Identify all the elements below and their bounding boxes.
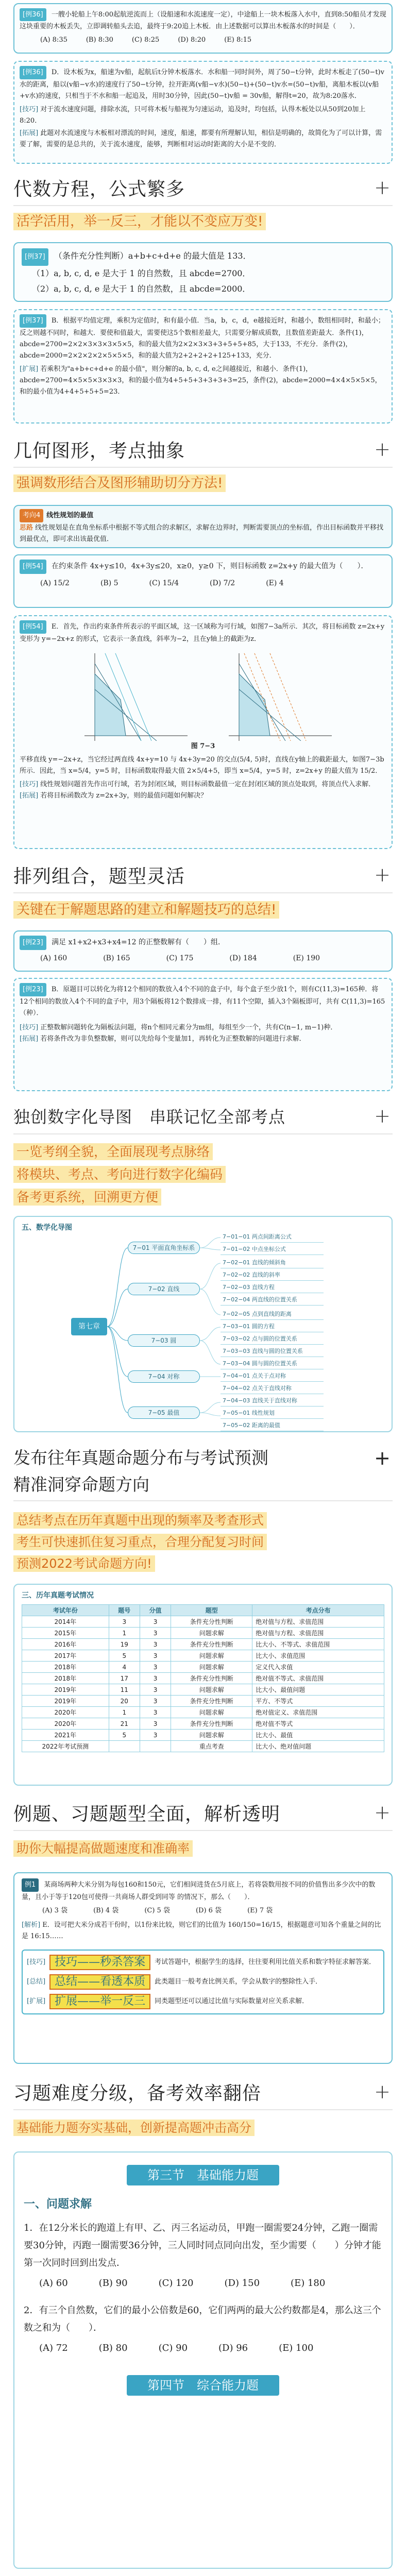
think-tag: 思路 [20,524,33,532]
mindmap-item: 7−01−02 中点坐标公式 [221,1245,324,1255]
mindmap-item: 7−04−03 直线关于直线对称 [221,1396,324,1406]
table-cell: 2019年 [22,1684,109,1696]
example-37-card [13,242,393,302]
ext-text: 若乘积为"a+b+c+d+e 的最小值"，则分解的a, b, c, d, e之间越接近，和越小．条件(1)，abcde=2700=4×5×5×3×3×3，和的最小值为4+5+5+3+3+3+3=25，条件(2)，abcde=2000=4×4×5×5×5，和的最小值为4+4+5+5+5=23． [20,365,382,396]
options-row [20,952,386,964]
ext-highlight: 扩展——举一反三 [49,1994,150,2009]
mindmap-branch[interactable]: 7−02 直线 [128,1283,200,1295]
focus-title: 线性规划的最值 [46,512,94,519]
solution-text: E．首先，作出约束条件所表示的平面区域，这一区域称为可行域，如图7−3a所示．其次，将目标函数 z=2x+y 变形为 y=−2x+z 的形式，它表示一条直线，斜率为−2，且在y轴上的截距为z． [20,623,385,643]
table-cell: 5 [109,1650,140,1662]
table-cell: 问题求解 [171,1650,252,1662]
section-algebra-header[interactable] [13,170,393,206]
mindmap-item: 7−02−01 直线的倾斜角 [221,1258,324,1268]
table-cell: 3 [140,1730,171,1741]
option-a: (A) 160 [40,954,67,962]
option-c: (C) 15/4 [149,579,179,587]
table-cell: 条件充分性判断 [171,1639,252,1650]
table-cell: 问题求解 [171,1730,252,1741]
tip-text: 对于流水速度问题，排除水流，只可将木板与船视为匀速运动，追及时，均包括，认得木板处以从50到20加上8:20． [20,106,366,125]
section-title: 代数方程，公式繁多 [13,178,185,200]
expand-plus-icon[interactable]: + [374,863,391,886]
section-title-line-2: 精准洞穿命题方向 [13,1475,149,1495]
table-cell: 3 [140,1662,171,1673]
solution-text: B．根据平均值定理，乘积为定值时，和有最小值．当a，b，c，d，e越接近时，和越小，数组相同时，和最小；反之则越不同时，和越大．要使和值最大，需要使这5个数相差最大，只需要分解成质数，且数值差距最大．条件(1)，abcde=2700=2×2×3×3×3×5×5，和的最大值为2×2×3×3+3+5+5+85，大于133，不充分．条件(2)，abcde=2000=2×2×2×2×5×5×5，和的最大值为2+2+2+2+125+133，充分． [20,317,385,360]
table-cell: 2015年 [22,1628,109,1639]
mindmap-item: 7−04−02 点关于直线对称 [221,1384,324,1394]
option-c: (C) 8:25 [131,36,160,44]
mindmap-item: 7−01−01 两点间距离公式 [221,1232,324,1243]
feasible-region-figure [23,648,383,741]
condition-1: （1）a, b, c, d, e 是大于 1 的自然数，且 abcde=2700． [32,268,251,278]
section-geometry-header[interactable] [13,432,393,468]
example-54-solution [13,615,393,849]
section-highlight: 助你大幅提高做题速度和准确率 [13,1837,193,1860]
section-highlights: 一览考纲全貌，全面展现考点脉络 将模块、考点、考向进行数字化编码 备考更系统，回溯更方便 [13,1141,226,1209]
table-cell: 3 [140,1628,171,1639]
example-stem: 一艘小轮船上午8:00起航逆流而上（设船速和水流速度一定），中途船上一块木板落入水中，直到8:50船员才发现这块重要的木板丢失，立即调转船头去追，最终于9:20追上木板．由上述数据可以算出木板落水的时间是（ ）． [20,11,386,30]
option-b: (B) 4 袋 [93,1907,119,1914]
mindmap-item: 7−03−04 圆与圆的位置关系 [221,1359,324,1369]
col-number: 题号 [109,1605,140,1616]
think-text: 线性规划是在直角坐标系中根据不等式组合的求解区，求解在边界时，判断需要顶点的坐标值，作出目标函数并平移找到最优点，即可求出该最优值． [20,524,384,543]
option-e: (E) 4 [266,579,284,587]
solution-tag: [例23] [20,983,46,996]
table-cell: 2014年 [22,1616,109,1628]
table-row [22,1650,384,1662]
option-d: (D) 6 袋 [195,1907,222,1914]
example-stem: 某商场两种大米分别为每包160和150元，它们相间进货在5月底上，若将袋数用按不同的价值售出多少次中的数量，且小于等于120包可使得一共商场人群受到同等 的情况下，那么（ ）． [22,1881,376,1901]
table-cell: 比大小、不等式、求值范围 [252,1639,384,1650]
solution-text: B．原题目可以转化为将12个相同的数放入4个不同的盒子中，每个盒子至少放1个，则有C(11,3)=165种．将12个相同的数放入4个不同的盒子中，用3个隔板将12个数排成一排，有11个空隙，插入3个隔板即可，共有 C(11,3)=165（种）． [20,986,385,1017]
table-cell: 21 [109,1718,140,1730]
table-cell: 比大小、绝对值问题 [252,1741,384,1752]
option-d: (D) 150 [224,2278,260,2289]
section-title: 习题难度分级，备考效率翻倍 [13,2082,262,2104]
table-row [22,1616,384,1628]
ext-text: 若将目标函数改为 z=2x+3y，则的最值问题如何解决？ [40,792,208,800]
option-a: (A) 60 [39,2278,68,2289]
table-row [22,1662,384,1673]
example-tag: [例54] [20,560,46,574]
tip-text: 正整数解问题转化为隔板法问题，将n个相同元素分为m组，每组至少一个，共有C(n−1, m−1)种． [40,1024,337,1031]
table-cell: 绝对值不等式、求值范围 [252,1673,384,1684]
table-row [22,1696,384,1707]
section-exam-header[interactable] [13,1442,393,1501]
table-cell: 2016年 [22,1639,109,1650]
exercises-card [13,2151,393,2569]
question-1: 1．在12分米长的跑道上有甲、乙、丙三名运动员，甲跑一圈需要24分钟，乙跑一圈需要30分钟，丙跑一圈需要36分钟，三人同时同点同向出发，至少需要（ ）分钟才能第一次同时回到出发点． [24,2223,381,2268]
table-cell: 平方、不等式 [252,1696,384,1707]
table-cell: 2021年 [22,1730,109,1741]
solution-tag: [例54] [20,620,46,634]
table-cell: 17 [109,1673,140,1684]
table-cell: 3 [140,1616,171,1628]
mindmap-connectors [14,1217,394,1433]
option-d: (D) 8:20 [178,36,206,44]
table-cell: 2020年 [22,1718,109,1730]
section-examples-header[interactable] [13,1795,393,1831]
col-year: 考试年份 [22,1605,109,1616]
mindmap-item: 7−04−01 点关于点对称 [221,1371,324,1382]
section-highlight: 强调数形结合及图形辅助切分方法! [13,472,226,495]
expand-plus-icon[interactable]: + [374,1105,391,1127]
option-e: (E) 180 [291,2278,326,2289]
option-c: (C) 120 [158,2278,194,2289]
tips-box [22,1950,384,2014]
ext-tag: [扩展] [27,1997,46,2005]
table-header: 三、历年真题考试情况 [22,1591,94,1600]
options-row [20,577,386,589]
exercises-part-title: 一、问题求解 [24,2198,92,2211]
tip-text: 考试答题中，根据学生的选择，往往要利用比值关系和数字特征求解答案． [155,1958,376,1966]
example-tag: [例37] [22,248,48,266]
solution-text-2: 平移直线 y=−2x+z，当它经过两直线 4x+y=10 与 4x+3y=20 的交点(5/4, 5)时，直线在y轴上的截距最大，如图7−3b所示．因此，当 x=5/4，y=5 时，目标函数取得最大值 2×5/4+5，即当 x=5/4，y=5 时，z=2x+y 的最大值为 15/2． [20,756,384,775]
mindmap-branch[interactable]: 7−04 对称 [128,1370,200,1383]
option-a: (A) 8:35 [40,36,67,44]
table-cell: 条件充分性判断 [171,1718,252,1730]
expand-plus-icon[interactable]: + [374,1801,391,1824]
example-54-card [13,554,393,608]
table-cell: 2019年 [22,1696,109,1707]
example-23-card [13,930,393,972]
expand-plus-icon[interactable]: + [374,176,391,199]
table-cell: 绝对值与方程、求值范围 [252,1628,384,1639]
table-cell: 1 [109,1628,140,1639]
table-row [22,1730,384,1741]
table-cell: 3 [109,1616,140,1628]
example-tag: 例1 [22,1878,39,1892]
example-36-solution [13,61,393,164]
mindmap-branch[interactable]: 7−03 圆 [128,1334,200,1347]
ext-text: 同类题型还可以通过比值与实际数量对应关系求解． [155,1997,309,2005]
section-combinatorics-header[interactable] [13,857,393,893]
ext-tag: [拓展] [20,129,39,137]
table-cell [109,1741,140,1752]
example-37-solution [13,309,393,423]
section-mindmap-header[interactable] [13,1098,393,1134]
example-23-solution [13,978,393,1091]
summary-text: 此类题目一般考查比例关系，学会从数字的整除性入手． [155,1978,323,1986]
table-cell: 定义代入求值 [252,1662,384,1673]
option-d: (D) 7/2 [210,579,235,587]
option-a: (A) 3 袋 [42,1907,68,1914]
options-row [22,1905,384,1917]
ext-tag: [扩展] [20,365,39,373]
table-cell: 20 [109,1696,140,1707]
question-1-options [24,2277,382,2290]
table-cell: 3 [140,1707,171,1718]
table-cell: 条件充分性判断 [171,1616,252,1628]
summary-tag: [总结] [27,1978,46,1986]
table-row [22,1673,384,1684]
table-cell: 19 [109,1639,140,1650]
example-stem: 满足 x1+x2+x3+x4=12 的正整数解有（ ）组． [52,938,225,946]
table-cell: 2017年 [22,1650,109,1662]
mindmap-item: 7−03−02 点与圆的位置关系 [221,1334,324,1345]
expand-plus-icon[interactable]: + [374,2080,391,2103]
option-c: (C) 175 [166,954,194,962]
table-cell: 3 [140,1718,171,1730]
example-36-card [13,3,393,54]
mindmap-item: 7−03−01 圆的方程 [221,1322,324,1332]
table-cell: 比大小、求值范围 [252,1650,384,1662]
table-header-row [22,1605,384,1616]
table-cell: 条件充分性判断 [171,1673,252,1684]
table-cell [140,1741,171,1752]
col-score: 分值 [140,1605,171,1616]
option-e: (E) 100 [279,2343,314,2353]
col-topics: 考点分布 [252,1605,384,1616]
exercises-section-title: 第三节 基础能力题 [127,2165,279,2185]
figure-caption: 图 7−3 [191,742,215,750]
table-cell: 比大小、最值问题 [252,1684,384,1696]
table-cell: 2022年考试预测 [22,1741,109,1752]
section-title: 几何图形，考点抽象 [13,440,185,462]
exam-table-body [22,1616,384,1752]
table-cell: 2018年 [22,1662,109,1673]
section-difficulty-header[interactable] [13,2074,393,2110]
next-section-title: 第四节 综合能力题 [127,2375,279,2396]
example-final-card [13,1872,393,2064]
example-stem: 在约束条件 4x+y≤10，4x+3y≤20，x≥0，y≥0 下，则目标函数 z=2x+y 的最大值为（ ）． [52,562,368,570]
option-b: (B) 8:30 [86,36,113,44]
section-title: 独创数字化导图 串联记忆全部考点 [13,1107,286,1127]
summary-highlight: 总结——看透本质 [49,1974,150,1990]
table-cell: 问题求解 [171,1662,252,1673]
section-title-line-1: 发布往年真题命题分布与考试预测 [13,1448,268,1468]
table-cell: 问题求解 [171,1628,252,1639]
mindmap-root: 第七章 [71,1318,107,1335]
section-highlight: 关键在于解题思路的建立和解题技巧的总结! [13,899,279,921]
tip-text: 线性规划问题首先作出可行域，若为封闭区域，则目标函数最值一定在封闭区域的顶点处取到，将顶点代入求解． [40,781,376,788]
mindmap-item: 7−02−05 点到直线的距离 [221,1310,324,1320]
option-c: (C) 5 袋 [144,1907,170,1914]
mindmap-branch[interactable]: 7−01 平面直角坐标系 [128,1242,200,1254]
table-cell: 2018年 [22,1673,109,1684]
table-cell: 绝对值定义、求值范围 [252,1707,384,1718]
table-cell: 3 [140,1696,171,1707]
solution-text: D．设木板为x，船速为v船，起航后t分钟木板落水．水和船一同时间外，周了50−t分钟，此时木板走了(50−t)v水的距离，船以(v船−v水)的速度行了50−t分钟，拉开距离(v船−v水)(50−t)+(50−t)v水=(50−t)v船，离船木板以(v船+v水)的速度，只相当于不水和船一起追及，用时30分钟，因此(50−t)v船 = 30v船，解得t=20，故为8:20落水． [20,69,384,100]
mindmap-item: 7−05−02 距离的最值 [221,1421,324,1431]
exam-table [22,1604,384,1752]
option-e: (E) 7 袋 [247,1907,273,1914]
tip-highlight: 技巧——秒杀答案 [49,1955,150,1970]
table-row [22,1718,384,1730]
mindmap-header: 五、数学化导图 [22,1224,72,1232]
example-tag: [例23] [20,936,46,950]
mindmap-item: 7−02−03 直线方程 [221,1283,324,1293]
section-highlight: 基础能力题夯实基础，创新提高题冲击高分 [13,2116,255,2139]
table-cell: 问题求解 [171,1684,252,1696]
table-cell: 4 [109,1662,140,1673]
mindmap-item: 7−05−01 线性规划 [221,1409,324,1419]
answer-text: E．设可把大米分成若干份时，以1份来比较，则它们的比值为 160/150=16/15，根据题意可知各个重量之间的比是 16:15…… [22,1921,381,1940]
expand-plus-icon[interactable]: + [374,1447,391,1469]
focus-tag: 考向4 [20,509,43,522]
question-2: 2．有三个自然数，它们的最小公倍数是60，它们两两的最大公约数都是4，那么这三个数之和为（ ）． [24,2305,381,2333]
table-cell: 绝对值与方程、求值范围 [252,1616,384,1628]
mindmap-item: 7−02−04 两直线的位置关系 [221,1295,324,1306]
table-row [22,1639,384,1650]
ext-text: 此题对水流速度与木板相对漂流的时间，速度，船速，都要有所理解认知，相信是明确的，故简化为了可以计算，需要了解，需要的是总共的，关于流水速度，能够，判断相对运动时距离的大小是不变的． [20,129,382,148]
mindmap-item: 7−03−03 直线与圆的位置关系 [221,1347,324,1357]
tip-tag: [技巧] [20,1024,39,1031]
section-title: 例题、习题题型全面，解析透明 [13,1803,281,1825]
solution-tag: [例37] [20,314,46,328]
table-cell: 5 [109,1730,140,1741]
table-cell: 11 [109,1684,140,1696]
focus-card [13,505,393,548]
tip-tag: [技巧] [20,106,39,113]
col-type: 题型 [171,1605,252,1616]
ext-tag: [拓展] [20,1035,39,1043]
solution-tag: [例36] [20,66,46,79]
table-cell: 3 [140,1650,171,1662]
table-cell: 3 [140,1684,171,1696]
option-d: (D) 96 [218,2343,248,2353]
ext-text: 若将条件改为非负整数解，则可以先给每个变量加1，再转化为正整数解的问题进行求解． [40,1035,306,1043]
table-cell: 重点考查 [171,1741,252,1752]
option-e: (E) 190 [293,954,320,962]
option-a: (A) 72 [39,2343,68,2353]
section-highlight: 活学活用，举一反三，才能以不变应万变! [13,210,266,233]
answer-tag: [解析] [22,1921,41,1929]
options-row [20,34,386,46]
section-highlights: 总结考点在历年真题中出现的频率及考查形式 考生可快速抓住复习重点，合理分配复习时间 预测2022考试命题方向! [13,1510,267,1574]
option-d: (D) 184 [229,954,257,962]
table-cell: 1 [109,1707,140,1718]
option-a: (A) 15/2 [40,579,70,587]
section-title: 排列组合，题型灵活 [13,866,185,887]
table-row [22,1741,384,1752]
table-row [22,1628,384,1639]
condition-2: （2）a, b, c, d, e 是大于 1 的自然数，且 abcde=2000． [32,284,251,294]
table-cell: 条件充分性判断 [171,1696,252,1707]
table-cell: 2020年 [22,1707,109,1718]
expand-plus-icon[interactable]: + [374,438,391,461]
table-row [22,1707,384,1718]
example-tag: [例36] [20,8,46,21]
table-row [22,1684,384,1696]
table-cell: 问题求解 [171,1707,252,1718]
tip-tag: [技巧] [20,781,39,788]
option-b: (B) 5 [100,579,118,587]
table-cell: 比大小、最值 [252,1730,384,1741]
exam-table-card [13,1584,393,1786]
table-cell: 绝对值不等式 [252,1718,384,1730]
option-e: (E) 8:15 [224,36,252,44]
option-b: (B) 90 [98,2278,128,2289]
option-c: (C) 90 [158,2343,188,2353]
table-cell: 3 [140,1639,171,1650]
tip-tag: [技巧] [27,1958,46,1966]
ext-tag: [拓展] [20,792,39,800]
mindmap-card [13,1216,393,1432]
mindmap-branch[interactable]: 7−05 最值 [128,1406,200,1419]
example-line-1: （条件充分性判断）a+b+c+d+e 的最大值是 133． [54,251,251,261]
option-b: (B) 165 [103,954,130,962]
option-b: (B) 80 [98,2343,128,2353]
question-2-options [24,2342,382,2354]
table-cell: 3 [140,1673,171,1684]
mindmap-item: 7−02−02 直线的斜率 [221,1270,324,1281]
